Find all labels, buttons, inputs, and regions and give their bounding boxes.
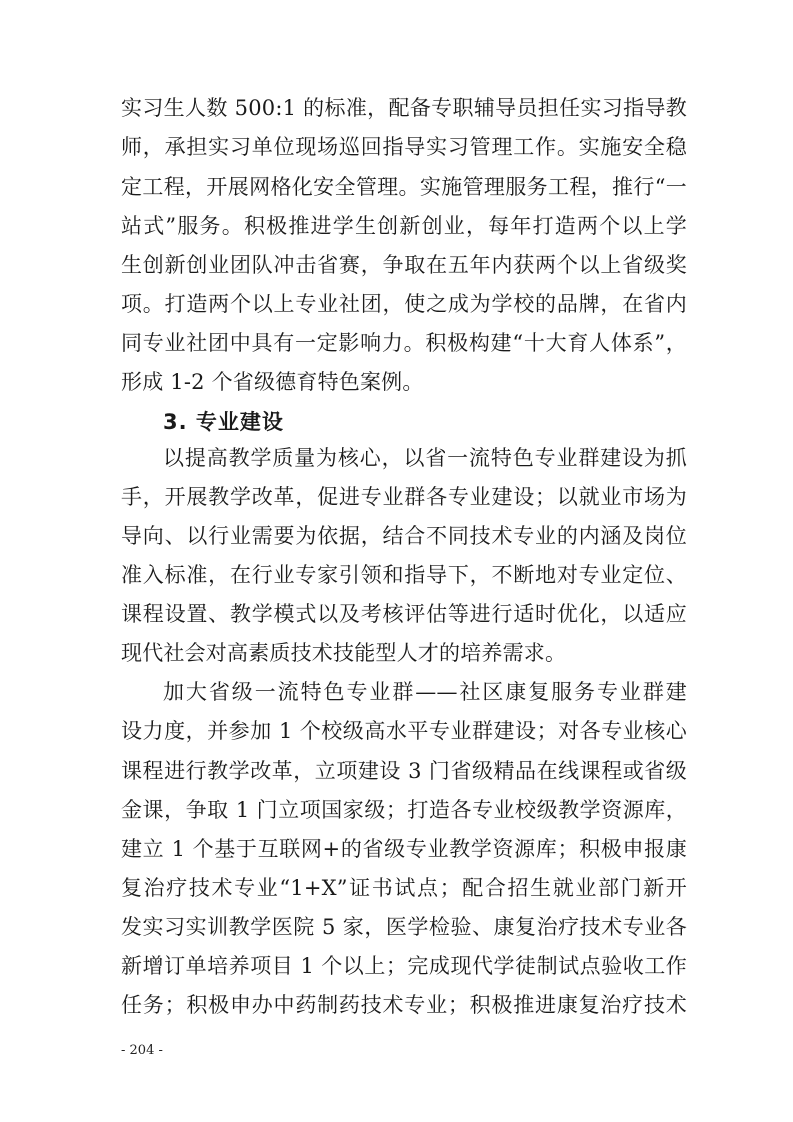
paragraph-1-line: 站式”服务。积极推进学生创新创业，每年打造两个以上学 [121,214,687,238]
paragraph-1-line: 项。打造两个以上专业社团，使之成为学校的品牌，在省内 [121,292,687,316]
paragraph-3-line: 任务；积极申办中药制药技术专业；积极推进康复治疗技术 [121,993,687,1017]
paragraph-2-line: 导向、以行业需要为依据，结合不同技术专业的内涵及岗位 [121,524,687,548]
section-heading: 3. 专业建设 [163,410,284,434]
paragraph-3-line: 新增订单培养项目 1 个以上；完成现代学徒制试点验收工作 [121,954,687,978]
paragraph-3-line: 发实习实训教学医院 5 家，医学检验、康复治疗技术专业各 [121,915,687,939]
paragraph-3-line: 加大省级一流特色专业群——社区康复服务专业群建 [163,680,687,704]
paragraph-1-line: 生创新创业团队冲击省赛，争取在五年内获两个以上省级奖 [121,253,687,277]
paragraph-1-line: 同专业社团中具有一定影响力。积极构建“十大育人体系”， [121,331,687,355]
paragraph-2-line: 准入标准，在行业专家引领和指导下，不断地对专业定位、 [121,563,687,587]
paragraph-1-line: 实习生人数 500:1 的标准，配备专职辅导员担任实习指导教 [121,96,687,120]
page-number: - 204 - [121,1043,163,1058]
paragraph-3-line: 建立 1 个基于互联网+的省级专业教学资源库；积极申报康 [121,837,687,861]
paragraph-1-line: 师，承担实习单位现场巡回指导实习管理工作。实施安全稳 [121,135,687,159]
paragraph-2-line: 手，开展教学改革，促进专业群各专业建设；以就业市场为 [121,485,687,509]
paragraph-1-line: 形成 1-2 个省级德育特色案例。 [121,370,424,394]
paragraph-2-line: 课程设置、教学模式以及考核评估等进行适时优化，以适应 [121,602,687,626]
paragraph-3-line: 设力度，并参加 1 个校级高水平专业群建设；对各专业核心 [121,719,687,743]
paragraph-1-line: 定工程，开展网格化安全管理。实施管理服务工程，推行“一 [121,175,687,199]
paragraph-3-line: 金课，争取 1 门立项国家级；打造各专业校级教学资源库， [121,798,687,822]
paragraph-2-line: 现代社会对高素质技术技能型人才的培养需求。 [121,641,567,665]
paragraph-2-line: 以提高教学质量为核心，以省一流特色专业群建设为抓 [163,446,687,470]
paragraph-3-line: 课程进行教学改革，立项建设 3 门省级精品在线课程或省级 [121,759,687,783]
paragraph-3-line: 复治疗技术专业“1+X”证书试点；配合招生就业部门新开 [121,876,687,900]
